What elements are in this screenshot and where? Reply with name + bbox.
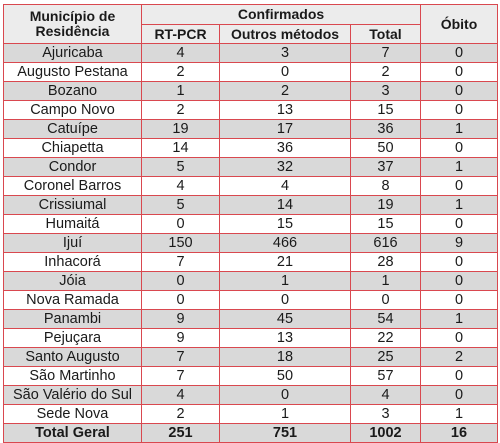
cell-outros-metodos: 36 xyxy=(220,139,351,158)
cell-rt-pcr: 2 xyxy=(142,101,220,120)
cell-municipio: Panambi xyxy=(4,310,142,329)
total-geral-outros: 751 xyxy=(220,424,351,443)
header-row-top xyxy=(4,5,498,25)
cell-total: 28 xyxy=(351,253,421,272)
cell-rt-pcr: 2 xyxy=(142,405,220,424)
cell-municipio: Santo Augusto xyxy=(4,348,142,367)
table-row xyxy=(4,139,498,158)
cell-rt-pcr: 150 xyxy=(142,234,220,253)
table-row xyxy=(4,158,498,177)
header-total: Total xyxy=(351,25,421,44)
cell-rt-pcr: 5 xyxy=(142,158,220,177)
cell-outros-metodos: 15 xyxy=(220,215,351,234)
cell-outros-metodos: 0 xyxy=(220,291,351,310)
total-geral-obito: 16 xyxy=(421,424,498,443)
cell-obito: 0 xyxy=(421,139,498,158)
cell-obito: 1 xyxy=(421,405,498,424)
total-geral-total: 1002 xyxy=(351,424,421,443)
cell-total: 7 xyxy=(351,44,421,63)
cell-obito: 1 xyxy=(421,120,498,139)
cell-rt-pcr: 0 xyxy=(142,272,220,291)
cell-total: 36 xyxy=(351,120,421,139)
cell-municipio: Nova Ramada xyxy=(4,291,142,310)
cell-rt-pcr: 14 xyxy=(142,139,220,158)
cell-rt-pcr: 5 xyxy=(142,196,220,215)
header-rt-pcr: RT-PCR xyxy=(142,25,220,44)
cell-obito: 2 xyxy=(421,348,498,367)
cell-municipio: São Martinho xyxy=(4,367,142,386)
table-row xyxy=(4,405,498,424)
cell-outros-metodos: 18 xyxy=(220,348,351,367)
cell-municipio: Augusto Pestana xyxy=(4,63,142,82)
cell-obito: 0 xyxy=(421,367,498,386)
cell-municipio: Ijuí xyxy=(4,234,142,253)
cell-obito: 0 xyxy=(421,44,498,63)
cell-total: 3 xyxy=(351,82,421,101)
cell-total: 2 xyxy=(351,63,421,82)
cell-rt-pcr: 7 xyxy=(142,348,220,367)
cell-total: 8 xyxy=(351,177,421,196)
cell-municipio: Coronel Barros xyxy=(4,177,142,196)
cell-obito: 0 xyxy=(421,386,498,405)
cell-outros-metodos: 1 xyxy=(220,405,351,424)
table-row xyxy=(4,196,498,215)
cell-obito: 0 xyxy=(421,82,498,101)
table-row xyxy=(4,329,498,348)
table-row xyxy=(4,63,498,82)
cell-municipio: Jóia xyxy=(4,272,142,291)
cell-outros-metodos: 14 xyxy=(220,196,351,215)
cell-total: 3 xyxy=(351,405,421,424)
header-municipio: Município de Residência xyxy=(4,5,142,44)
table-row xyxy=(4,101,498,120)
cell-total: 22 xyxy=(351,329,421,348)
cell-municipio: Pejuçara xyxy=(4,329,142,348)
cell-municipio: Humaitá xyxy=(4,215,142,234)
cell-rt-pcr: 2 xyxy=(142,63,220,82)
cell-rt-pcr: 4 xyxy=(142,44,220,63)
total-geral-row xyxy=(4,424,498,443)
table-body xyxy=(4,44,498,424)
cell-outros-metodos: 32 xyxy=(220,158,351,177)
covid-cases-table-container xyxy=(3,4,498,443)
table-row xyxy=(4,177,498,196)
cell-outros-metodos: 13 xyxy=(220,101,351,120)
header-confirmados: Confirmados xyxy=(142,5,421,25)
cell-municipio: Campo Novo xyxy=(4,101,142,120)
cell-outros-metodos: 13 xyxy=(220,329,351,348)
cell-obito: 1 xyxy=(421,196,498,215)
cell-municipio: Catuípe xyxy=(4,120,142,139)
table-row xyxy=(4,310,498,329)
table-row xyxy=(4,272,498,291)
cell-outros-metodos: 4 xyxy=(220,177,351,196)
cell-total: 15 xyxy=(351,101,421,120)
cell-rt-pcr: 9 xyxy=(142,310,220,329)
covid-cases-table xyxy=(3,4,498,443)
total-geral-rt-pcr: 251 xyxy=(142,424,220,443)
cell-municipio: Crissiumal xyxy=(4,196,142,215)
cell-outros-metodos: 3 xyxy=(220,44,351,63)
table-row xyxy=(4,44,498,63)
cell-total: 4 xyxy=(351,386,421,405)
cell-obito: 0 xyxy=(421,272,498,291)
cell-obito: 0 xyxy=(421,101,498,120)
cell-obito: 0 xyxy=(421,253,498,272)
table-row xyxy=(4,82,498,101)
cell-municipio: Condor xyxy=(4,158,142,177)
cell-outros-metodos: 50 xyxy=(220,367,351,386)
cell-outros-metodos: 21 xyxy=(220,253,351,272)
cell-total: 15 xyxy=(351,215,421,234)
cell-rt-pcr: 19 xyxy=(142,120,220,139)
table-row xyxy=(4,253,498,272)
cell-outros-metodos: 17 xyxy=(220,120,351,139)
table-row xyxy=(4,120,498,139)
cell-obito: 0 xyxy=(421,329,498,348)
cell-obito: 9 xyxy=(421,234,498,253)
cell-total: 19 xyxy=(351,196,421,215)
cell-rt-pcr: 4 xyxy=(142,386,220,405)
table-row xyxy=(4,367,498,386)
cell-obito: 0 xyxy=(421,177,498,196)
cell-total: 57 xyxy=(351,367,421,386)
cell-outros-metodos: 1 xyxy=(220,272,351,291)
cell-rt-pcr: 7 xyxy=(142,253,220,272)
cell-total: 37 xyxy=(351,158,421,177)
total-geral-label: Total Geral xyxy=(4,424,142,443)
table-row xyxy=(4,234,498,253)
cell-obito: 0 xyxy=(421,63,498,82)
table-row xyxy=(4,386,498,405)
cell-outros-metodos: 466 xyxy=(220,234,351,253)
cell-total: 0 xyxy=(351,291,421,310)
cell-obito: 1 xyxy=(421,158,498,177)
cell-rt-pcr: 9 xyxy=(142,329,220,348)
cell-municipio: Sede Nova xyxy=(4,405,142,424)
cell-municipio: Ajuricaba xyxy=(4,44,142,63)
table-row xyxy=(4,291,498,310)
cell-rt-pcr: 7 xyxy=(142,367,220,386)
cell-outros-metodos: 0 xyxy=(220,386,351,405)
cell-obito: 0 xyxy=(421,291,498,310)
table-row xyxy=(4,348,498,367)
cell-outros-metodos: 2 xyxy=(220,82,351,101)
cell-rt-pcr: 1 xyxy=(142,82,220,101)
cell-municipio: Bozano xyxy=(4,82,142,101)
cell-total: 54 xyxy=(351,310,421,329)
cell-outros-metodos: 45 xyxy=(220,310,351,329)
cell-total: 1 xyxy=(351,272,421,291)
cell-outros-metodos: 0 xyxy=(220,63,351,82)
cell-total: 616 xyxy=(351,234,421,253)
cell-obito: 1 xyxy=(421,310,498,329)
cell-rt-pcr: 0 xyxy=(142,215,220,234)
cell-municipio: São Valério do Sul xyxy=(4,386,142,405)
cell-obito: 0 xyxy=(421,215,498,234)
header-obito: Óbito xyxy=(421,5,498,44)
cell-rt-pcr: 4 xyxy=(142,177,220,196)
cell-municipio: Inhacorá xyxy=(4,253,142,272)
cell-total: 25 xyxy=(351,348,421,367)
table-row xyxy=(4,215,498,234)
header-outros-metodos: Outros métodos xyxy=(220,25,351,44)
cell-rt-pcr: 0 xyxy=(142,291,220,310)
cell-municipio: Chiapetta xyxy=(4,139,142,158)
cell-total: 50 xyxy=(351,139,421,158)
